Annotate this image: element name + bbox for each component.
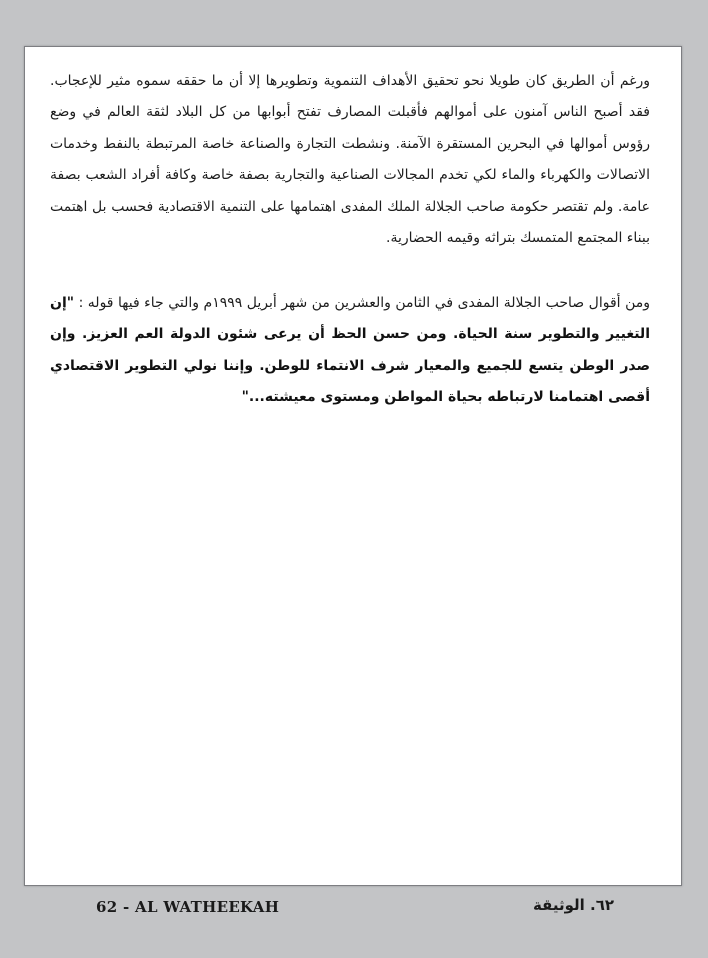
body-paragraph-1: ورغم أن الطريق كان طويلا نحو تحقيق الأهداف التنموية وتطويرها إلا أن ما حققه سموه مثير للإعجاب. فقد أصبح الناس آمنون على أموالهم فأقبلت المصارف تفتح أبوابها من كل البلاد لثقة العالم في وضع رؤوس أموالها في البحرين المستقرة الآمنة. ونشطت التجارة والصناعة خاصة المرتبطة بالنفط وخدمات الاتصالات والكهرباء والماء لكي تخدم المجالات الصناعية والتجارية بصفة خاصة وكافة أفراد الشعب بصفة عامة. ولم تقتصر حكومة صاحب الجلالة الملك المفدى اهتمامها على التنمية الاقتصادية فحسب بل اهتمت ببناء المجتمع المتمسك بتراثه وقيمه الحضارية. xyxy=(50,73,650,247)
footer-page-label-english: 62 - AL WATHEEKAH xyxy=(96,898,280,916)
body-paragraph-2 xyxy=(50,288,650,414)
paragraph-2-intro: ومن أقوال صاحب الجلالة المفدى في الثامن والعشرين من شهر أبريل ١٩٩٩م والتي جاء فيها قوله : xyxy=(74,295,650,311)
page-footer xyxy=(0,894,708,924)
footer-page-label-arabic: ٦٢. الوثيقة xyxy=(532,896,614,914)
royal-quote: "إن التغيير والتطوير سنة الحياة. ومن حسن الحظ أن يرعى شئون الدولة العم العزيز. وإن صدر الوطن يتسع للجميع والمعيار شرف الانتماء للوطن. وإننا نولي التطوير الاقتصادي أقصى اهتمامنا لارتباطه بحياة المواطن ومستوى معيشته..." xyxy=(50,295,650,406)
